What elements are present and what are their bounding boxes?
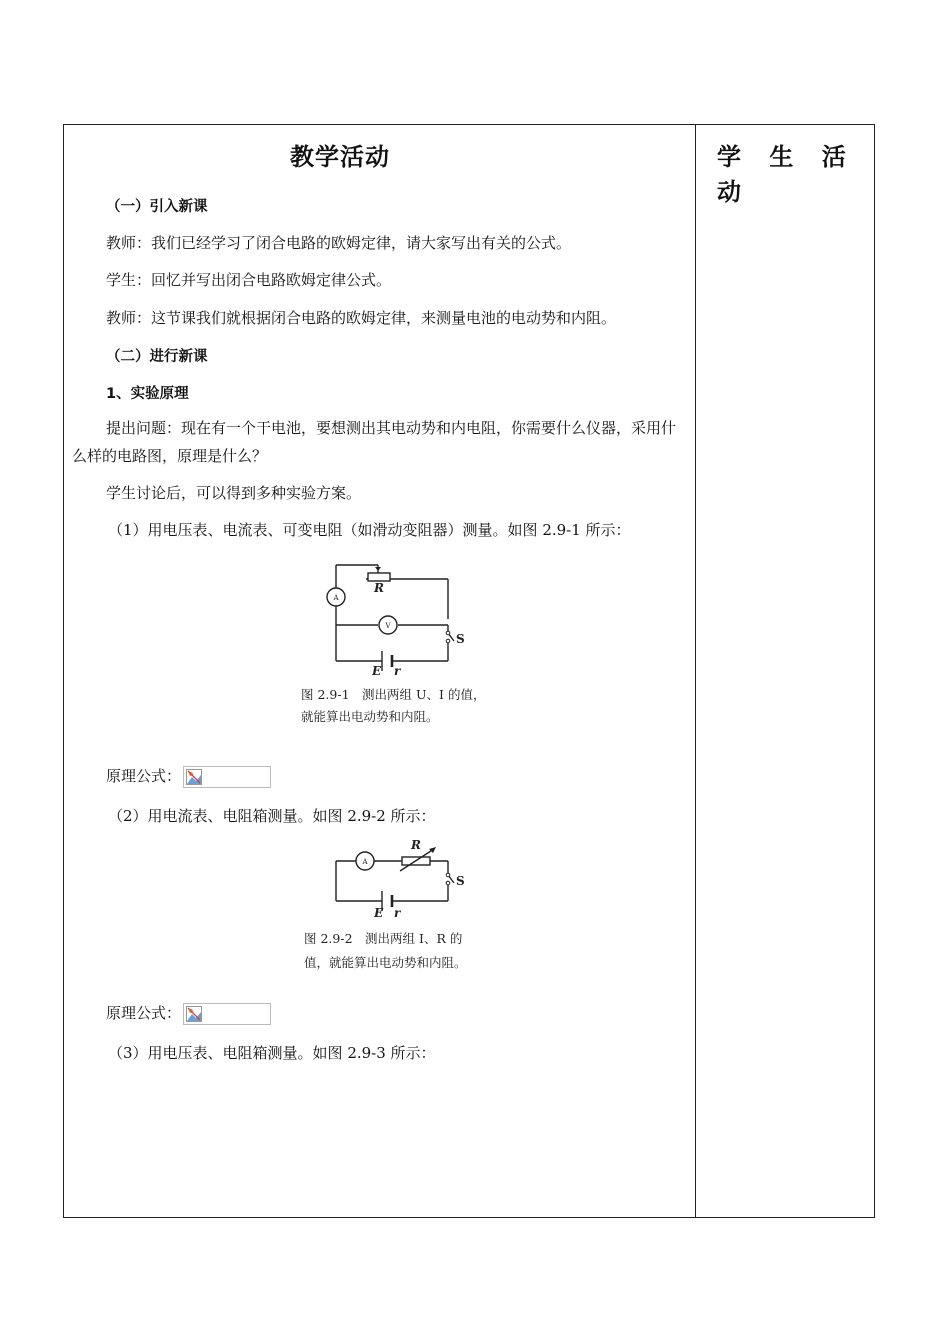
teacher-line-2: 教师：这节课我们就根据闭合电路的欧姆定律，来测量电池的电动势和内阻。 <box>106 309 617 327</box>
new-lesson-heading: （二）进行新课 <box>106 349 208 365</box>
ammeter-label-2: A <box>362 858 368 866</box>
formula-image-2 <box>183 1003 271 1025</box>
figure-2-9-2 <box>296 837 496 977</box>
broken-image-icon <box>186 1006 202 1022</box>
intro-heading: （一）引入新课 <box>106 199 208 215</box>
emf-label-2: E <box>374 906 384 920</box>
rheostat-label: R <box>374 581 384 595</box>
figure-1-caption-line1: 图 2.9-1 测出两组 U、I 的值， <box>301 687 486 702</box>
internal-resistance-label: r <box>394 664 401 675</box>
emf-label: E <box>372 664 382 675</box>
principle-heading: 1、实验原理 <box>106 386 189 402</box>
question-paragraph: 提出问题：现在有一个干电池，要想测出其电动势和内电阻，你需要什么仪器，采用什么样的电路图，原理是什么？ <box>72 419 677 465</box>
formula-image-1 <box>183 766 271 788</box>
figure-1-caption-line2: 就能算出电动势和内阻。 <box>301 709 439 724</box>
formula-label-2: 原理公式： <box>106 1004 182 1022</box>
formula-line-2 <box>106 1002 271 1025</box>
teacher-line-1: 教师：我们已经学习了闭合电路的欧姆定律，请大家写出有关的公式。 <box>106 234 572 252</box>
broken-image-icon <box>186 769 202 785</box>
circuit-diagram-2 <box>296 837 496 923</box>
lesson-table <box>63 124 875 1218</box>
figure-2-caption-line1: 图 2.9-2 测出两组 I、R 的 <box>304 931 463 946</box>
method-1-line: （1）用电压表、电流表、可变电阻（如滑动变阻器）测量。如图 2.9-1 所示： <box>108 521 631 539</box>
discussion-line: 学生讨论后，可以得到多种实验方案。 <box>106 484 362 502</box>
circuit-diagram-1 <box>296 557 496 675</box>
method-2-line: （2）用电流表、电阻箱测量。如图 2.9-2 所示： <box>108 807 436 825</box>
rheostat-symbol <box>368 573 390 581</box>
voltmeter-label: V <box>385 622 391 630</box>
method-3-line: （3）用电压表、电阻箱测量。如图 2.9-3 所示： <box>108 1044 436 1062</box>
figure-2-caption-line2: 值，就能算出电动势和内阻。 <box>304 955 467 970</box>
student-line-1: 学生：回忆并写出闭合电路欧姆定律公式。 <box>106 271 392 289</box>
formula-label-1: 原理公式： <box>106 767 182 785</box>
student-activity-title: 学 生 活 动 <box>717 143 856 206</box>
switch-label: S <box>456 632 465 646</box>
column-divider <box>695 125 696 1217</box>
ammeter-label: A <box>333 594 339 602</box>
resistor-box-label: R <box>411 838 421 852</box>
internal-resistance-label-2: r <box>394 906 401 920</box>
switch-label-2: S <box>456 874 465 888</box>
formula-line-1 <box>106 765 271 788</box>
teaching-activity-title: 教学活动 <box>290 143 390 171</box>
figure-2-9-1 <box>296 557 496 729</box>
